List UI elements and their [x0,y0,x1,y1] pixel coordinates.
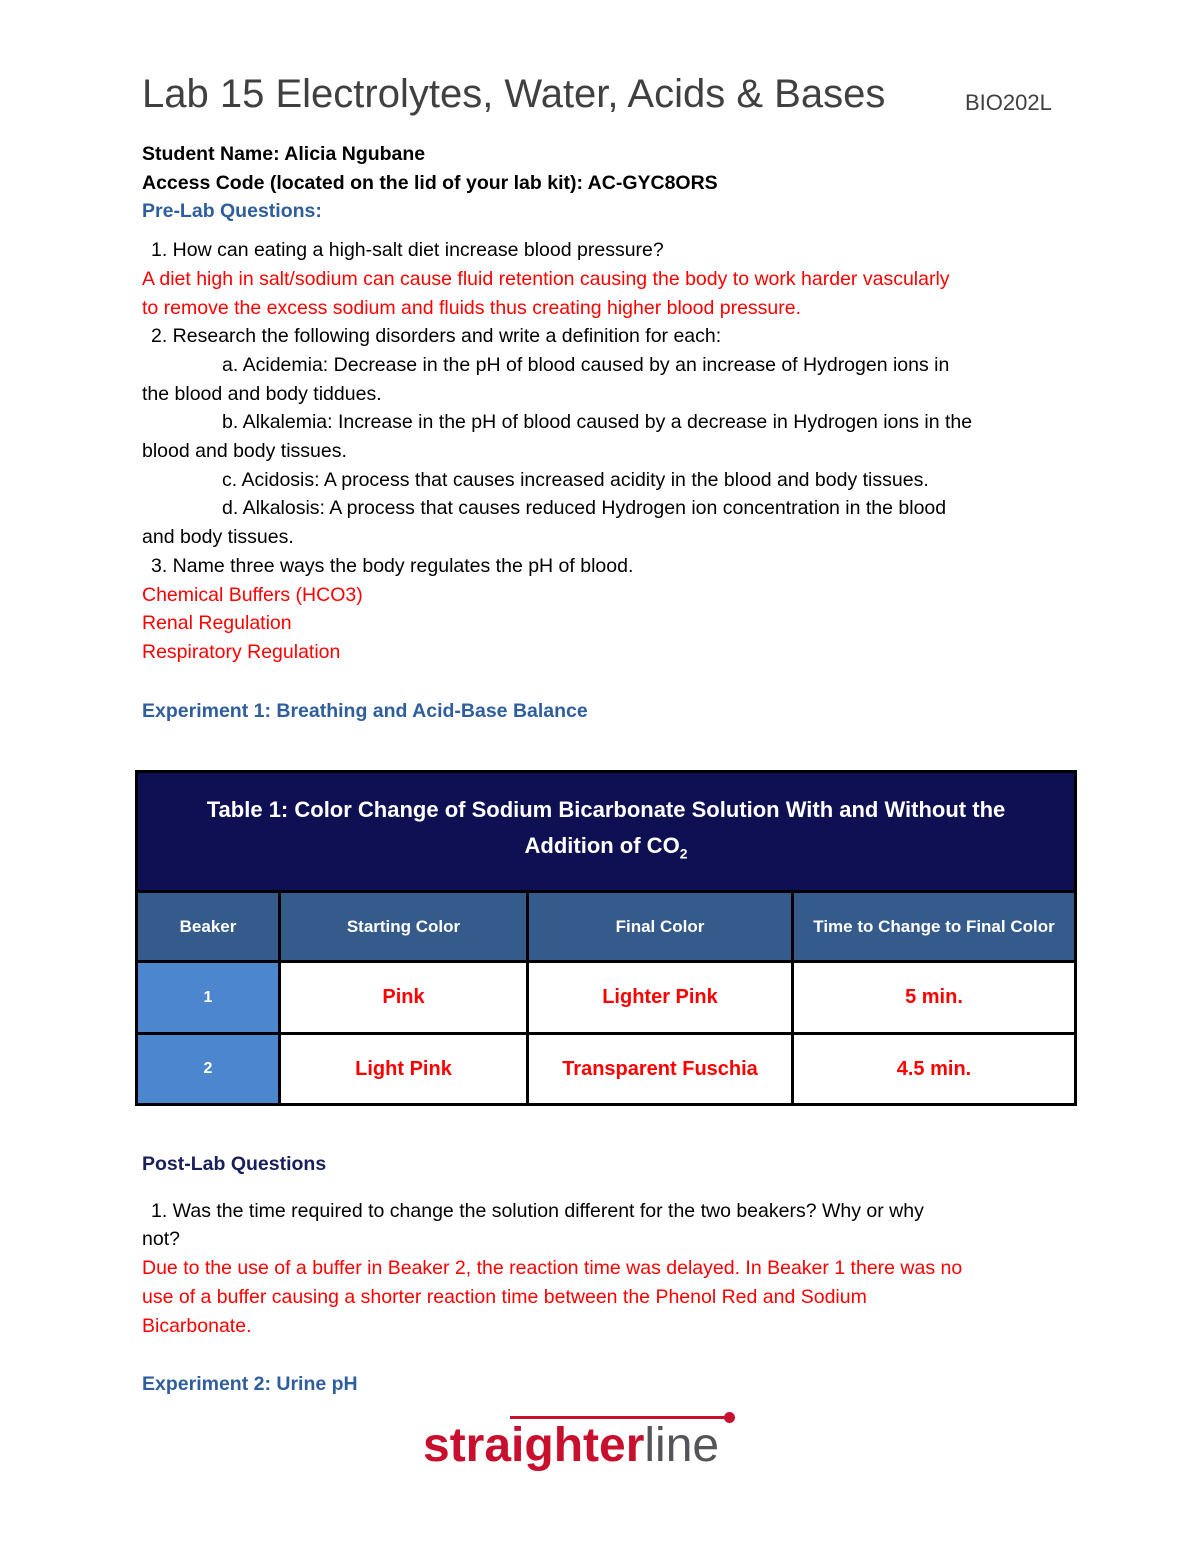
prelab-q1-answer-line: A diet high in salt/sodium can cause fluid retention causing the body to work harder vascularly [142,267,950,290]
logo-wordmark [423,1418,719,1473]
experiment1-heading: Experiment 1: Breathing and Acid-Base Balance [142,699,588,722]
prelab-q1: 1. How can eating a high-salt diet increase blood pressure? [151,239,664,262]
definition-acidemia: a. Acidemia: Decrease in the pH of blood caused by an increase of Hydrogen ions in [222,353,950,376]
starting-color: Light Pink [281,1035,526,1103]
student-name: Student Name: Alicia Ngubane [142,143,426,165]
table-title-line1: Table 1: Color Change of Sodium Bicarbonate Solution With and Without the [206,796,1006,822]
logo-text-secondary: line [644,1419,720,1472]
table-title-line2: Addition of CO [524,832,680,858]
table-title [138,773,1074,890]
table-header-row [138,893,1074,960]
definition-alkalosis-cont: and body tissues. [142,526,294,549]
experiment2-heading: Experiment 2: Urine pH [142,1373,358,1396]
definition-acidemia-cont: the blood and body tiddues. [142,382,382,405]
postlab-section [142,1150,1072,1399]
beaker-number: 1 [138,963,278,1032]
logo-dot [724,1412,735,1423]
postlab-heading: Post-Lab Questions [142,1153,327,1175]
definition-alkalemia: b. Alkalemia: Increase in the pH of blood caused by a decrease in Hydrogen ions in the [222,411,973,434]
table-row [138,963,1074,1032]
regulation-answer: Renal Regulation [142,612,292,635]
prelab-q1-answer-line: to remove the excess sodium and fluids thus creating higher blood pressure. [142,296,802,319]
final-color: Lighter Pink [529,963,791,1032]
postlab-q1-answer-line: Bicarbonate. [142,1314,252,1337]
logo-text-primary: straighter [423,1419,645,1472]
access-code: Access Code (located on the lid of your lab kit): AC-GYC8ORS [142,171,718,194]
page-title: Lab 15 Electrolytes, Water, Acids & Bases [142,72,886,116]
regulation-answer: Chemical Buffers (HCO3) [142,583,363,606]
time-to-change: 5 min. [794,963,1074,1032]
postlab-q1: 1. Was the time required to change the solution different for the two beakers? Why or why [151,1199,924,1222]
final-color: Transparent Fuschia [529,1035,791,1103]
column-header: Final Color [529,893,791,960]
definition-acidosis: c. Acidosis: A process that causes increased acidity in the blood and body tissues. [222,468,929,491]
definition-alkalosis: d. Alkalosis: A process that causes reduced Hydrogen ion concentration in the blood [222,497,947,520]
starting-color: Pink [281,963,526,1032]
column-header: Beaker [138,893,278,960]
table-title-subscript: 2 [679,845,688,862]
regulation-answer: Respiratory Regulation [142,640,341,663]
column-header: Time to Change to Final Color [794,893,1074,960]
definition-alkalemia-cont: blood and body tissues. [142,440,347,463]
column-header: Starting Color [281,893,526,960]
prelab-q3: 3. Name three ways the body regulates the pH of blood. [151,554,634,577]
beaker-number: 2 [138,1035,278,1103]
postlab-q1-answer-line: Due to the use of a buffer in Beaker 2, the reaction time was delayed. In Beaker 1 there was no [142,1257,963,1280]
straighterline-logo [423,1408,783,1480]
postlab-q1-answer-line: use of a buffer causing a shorter reaction time between the Phenol Red and Sodium [142,1285,867,1308]
prelab-q2: 2. Research the following disorders and write a definition for each: [151,325,722,348]
table-row [138,1035,1074,1103]
prelab-heading: Pre-Lab Questions: [142,200,322,223]
document-body [142,140,1072,725]
time-to-change: 4.5 min. [794,1035,1074,1103]
course-code: BIO202L [965,90,1052,115]
postlab-q1-cont: not? [142,1228,180,1251]
table-1 [135,770,1077,1106]
